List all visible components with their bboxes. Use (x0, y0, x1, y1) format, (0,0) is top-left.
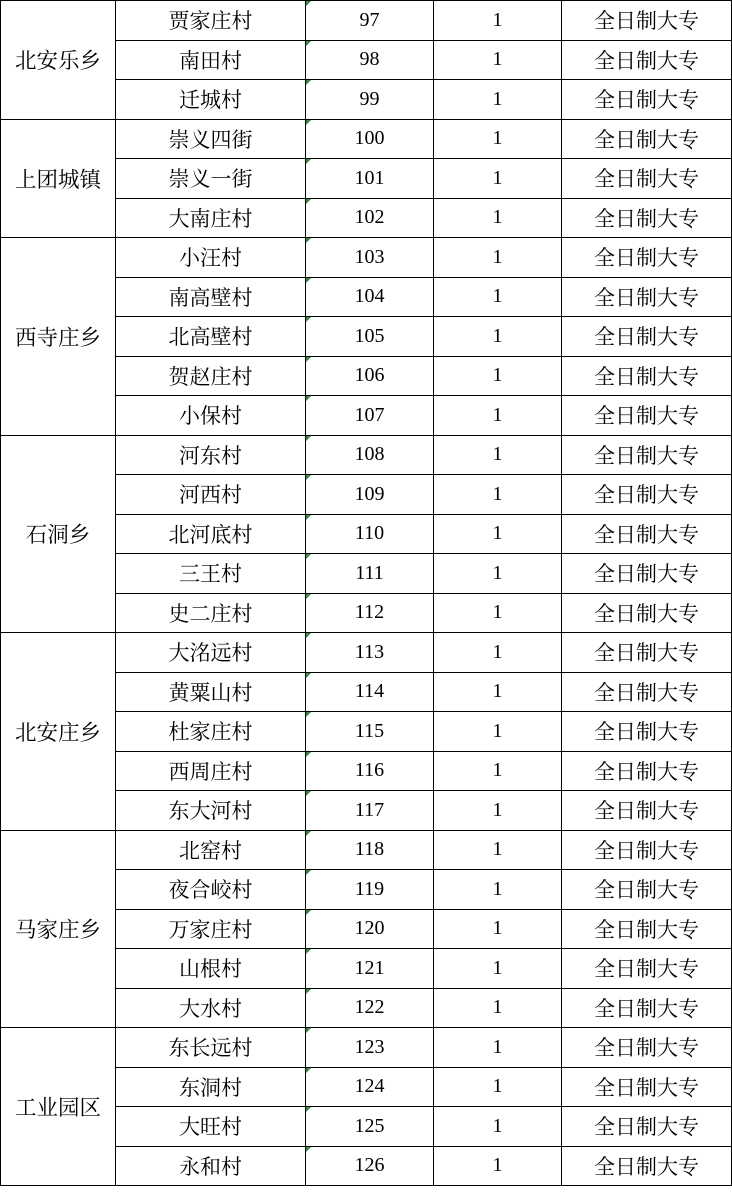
town-cell: 工业园区 (1, 1028, 116, 1186)
position-number-cell: 124 (306, 1067, 434, 1107)
village-cell: 小保村 (116, 396, 306, 436)
headcount-cell: 1 (434, 1146, 562, 1186)
headcount-cell: 1 (434, 435, 562, 475)
headcount-cell: 1 (434, 751, 562, 791)
position-number-cell: 117 (306, 791, 434, 831)
town-cell: 上团城镇 (1, 119, 116, 238)
position-number-cell: 114 (306, 672, 434, 712)
education-cell: 全日制大专 (562, 475, 732, 515)
headcount-cell: 1 (434, 1, 562, 41)
education-cell: 全日制大专 (562, 554, 732, 594)
headcount-cell: 1 (434, 1067, 562, 1107)
education-cell: 全日制大专 (562, 159, 732, 199)
headcount-cell: 1 (434, 159, 562, 199)
village-cell: 东洞村 (116, 1067, 306, 1107)
education-cell: 全日制大专 (562, 909, 732, 949)
town-cell: 马家庄乡 (1, 830, 116, 1028)
village-cell: 大旺村 (116, 1107, 306, 1147)
position-number-cell: 120 (306, 909, 434, 949)
table-row (1, 633, 732, 673)
position-number-cell: 123 (306, 1028, 434, 1068)
position-number-cell: 119 (306, 870, 434, 910)
village-cell: 北河底村 (116, 514, 306, 554)
headcount-cell: 1 (434, 198, 562, 238)
town-cell: 石洞乡 (1, 435, 116, 633)
village-cell: 山根村 (116, 949, 306, 989)
village-cell: 永和村 (116, 1146, 306, 1186)
headcount-cell: 1 (434, 791, 562, 831)
table-row (1, 435, 732, 475)
headcount-cell: 1 (434, 514, 562, 554)
table-body (1, 1, 732, 1186)
education-cell: 全日制大专 (562, 514, 732, 554)
headcount-cell: 1 (434, 712, 562, 752)
headcount-cell: 1 (434, 870, 562, 910)
education-cell: 全日制大专 (562, 949, 732, 989)
education-cell: 全日制大专 (562, 1, 732, 41)
headcount-cell: 1 (434, 277, 562, 317)
village-cell: 北窑村 (116, 830, 306, 870)
village-cell: 大洺远村 (116, 633, 306, 673)
headcount-cell: 1 (434, 1107, 562, 1147)
position-number-cell: 122 (306, 988, 434, 1028)
position-number-cell: 109 (306, 475, 434, 515)
village-cell: 北高壁村 (116, 317, 306, 357)
headcount-cell: 1 (434, 988, 562, 1028)
position-number-cell: 107 (306, 396, 434, 436)
village-cell: 贺赵庄村 (116, 356, 306, 396)
position-number-cell: 97 (306, 1, 434, 41)
position-number-cell: 102 (306, 198, 434, 238)
headcount-cell: 1 (434, 80, 562, 120)
position-number-cell: 98 (306, 40, 434, 80)
education-cell: 全日制大专 (562, 830, 732, 870)
education-cell: 全日制大专 (562, 238, 732, 278)
village-cell: 迁城村 (116, 80, 306, 120)
headcount-cell: 1 (434, 633, 562, 673)
education-cell: 全日制大专 (562, 1107, 732, 1147)
village-cell: 小汪村 (116, 238, 306, 278)
position-number-cell: 111 (306, 554, 434, 594)
headcount-cell: 1 (434, 396, 562, 436)
education-cell: 全日制大专 (562, 712, 732, 752)
headcount-cell: 1 (434, 909, 562, 949)
village-cell: 万家庄村 (116, 909, 306, 949)
village-cell: 史二庄村 (116, 593, 306, 633)
position-number-cell: 110 (306, 514, 434, 554)
headcount-cell: 1 (434, 475, 562, 515)
headcount-cell: 1 (434, 317, 562, 357)
village-cell: 贾家庄村 (116, 1, 306, 41)
education-cell: 全日制大专 (562, 791, 732, 831)
education-cell: 全日制大专 (562, 988, 732, 1028)
town-cell: 西寺庄乡 (1, 238, 116, 436)
headcount-cell: 1 (434, 830, 562, 870)
village-cell: 大南庄村 (116, 198, 306, 238)
village-cell: 南田村 (116, 40, 306, 80)
headcount-cell: 1 (434, 238, 562, 278)
village-cell: 崇义一街 (116, 159, 306, 199)
table-row (1, 1, 732, 41)
table-row (1, 238, 732, 278)
village-cell: 大水村 (116, 988, 306, 1028)
position-number-cell: 106 (306, 356, 434, 396)
position-number-cell: 113 (306, 633, 434, 673)
village-cell: 夜合峧村 (116, 870, 306, 910)
position-number-cell: 115 (306, 712, 434, 752)
education-cell: 全日制大专 (562, 317, 732, 357)
headcount-cell: 1 (434, 554, 562, 594)
village-cell: 西周庄村 (116, 751, 306, 791)
headcount-cell: 1 (434, 593, 562, 633)
village-cell: 黄粟山村 (116, 672, 306, 712)
position-number-cell: 118 (306, 830, 434, 870)
position-number-cell: 125 (306, 1107, 434, 1147)
education-cell: 全日制大专 (562, 356, 732, 396)
headcount-cell: 1 (434, 356, 562, 396)
education-cell: 全日制大专 (562, 396, 732, 436)
position-number-cell: 99 (306, 80, 434, 120)
town-cell: 北安乐乡 (1, 1, 116, 120)
education-cell: 全日制大专 (562, 80, 732, 120)
position-number-cell: 104 (306, 277, 434, 317)
position-number-cell: 103 (306, 238, 434, 278)
education-cell: 全日制大专 (562, 672, 732, 712)
village-cell: 河西村 (116, 475, 306, 515)
education-cell: 全日制大专 (562, 277, 732, 317)
headcount-cell: 1 (434, 672, 562, 712)
education-cell: 全日制大专 (562, 119, 732, 159)
position-number-cell: 108 (306, 435, 434, 475)
position-number-cell: 121 (306, 949, 434, 989)
headcount-cell: 1 (434, 119, 562, 159)
position-number-cell: 112 (306, 593, 434, 633)
position-number-cell: 101 (306, 159, 434, 199)
position-number-cell: 105 (306, 317, 434, 357)
education-cell: 全日制大专 (562, 435, 732, 475)
table-row (1, 1028, 732, 1068)
village-cell: 东大河村 (116, 791, 306, 831)
education-cell: 全日制大专 (562, 1067, 732, 1107)
position-number-cell: 126 (306, 1146, 434, 1186)
village-cell: 三王村 (116, 554, 306, 594)
education-cell: 全日制大专 (562, 40, 732, 80)
education-cell: 全日制大专 (562, 1028, 732, 1068)
village-cell: 河东村 (116, 435, 306, 475)
table-row (1, 119, 732, 159)
village-cell: 杜家庄村 (116, 712, 306, 752)
education-cell: 全日制大专 (562, 751, 732, 791)
headcount-cell: 1 (434, 949, 562, 989)
village-cell: 南高壁村 (116, 277, 306, 317)
headcount-cell: 1 (434, 40, 562, 80)
town-cell: 北安庄乡 (1, 633, 116, 831)
education-cell: 全日制大专 (562, 870, 732, 910)
education-cell: 全日制大专 (562, 1146, 732, 1186)
education-cell: 全日制大专 (562, 198, 732, 238)
education-cell: 全日制大专 (562, 633, 732, 673)
position-number-cell: 100 (306, 119, 434, 159)
village-cell: 崇义四街 (116, 119, 306, 159)
village-cell: 东长远村 (116, 1028, 306, 1068)
education-cell: 全日制大专 (562, 593, 732, 633)
position-number-cell: 116 (306, 751, 434, 791)
headcount-cell: 1 (434, 1028, 562, 1068)
table-row (1, 830, 732, 870)
